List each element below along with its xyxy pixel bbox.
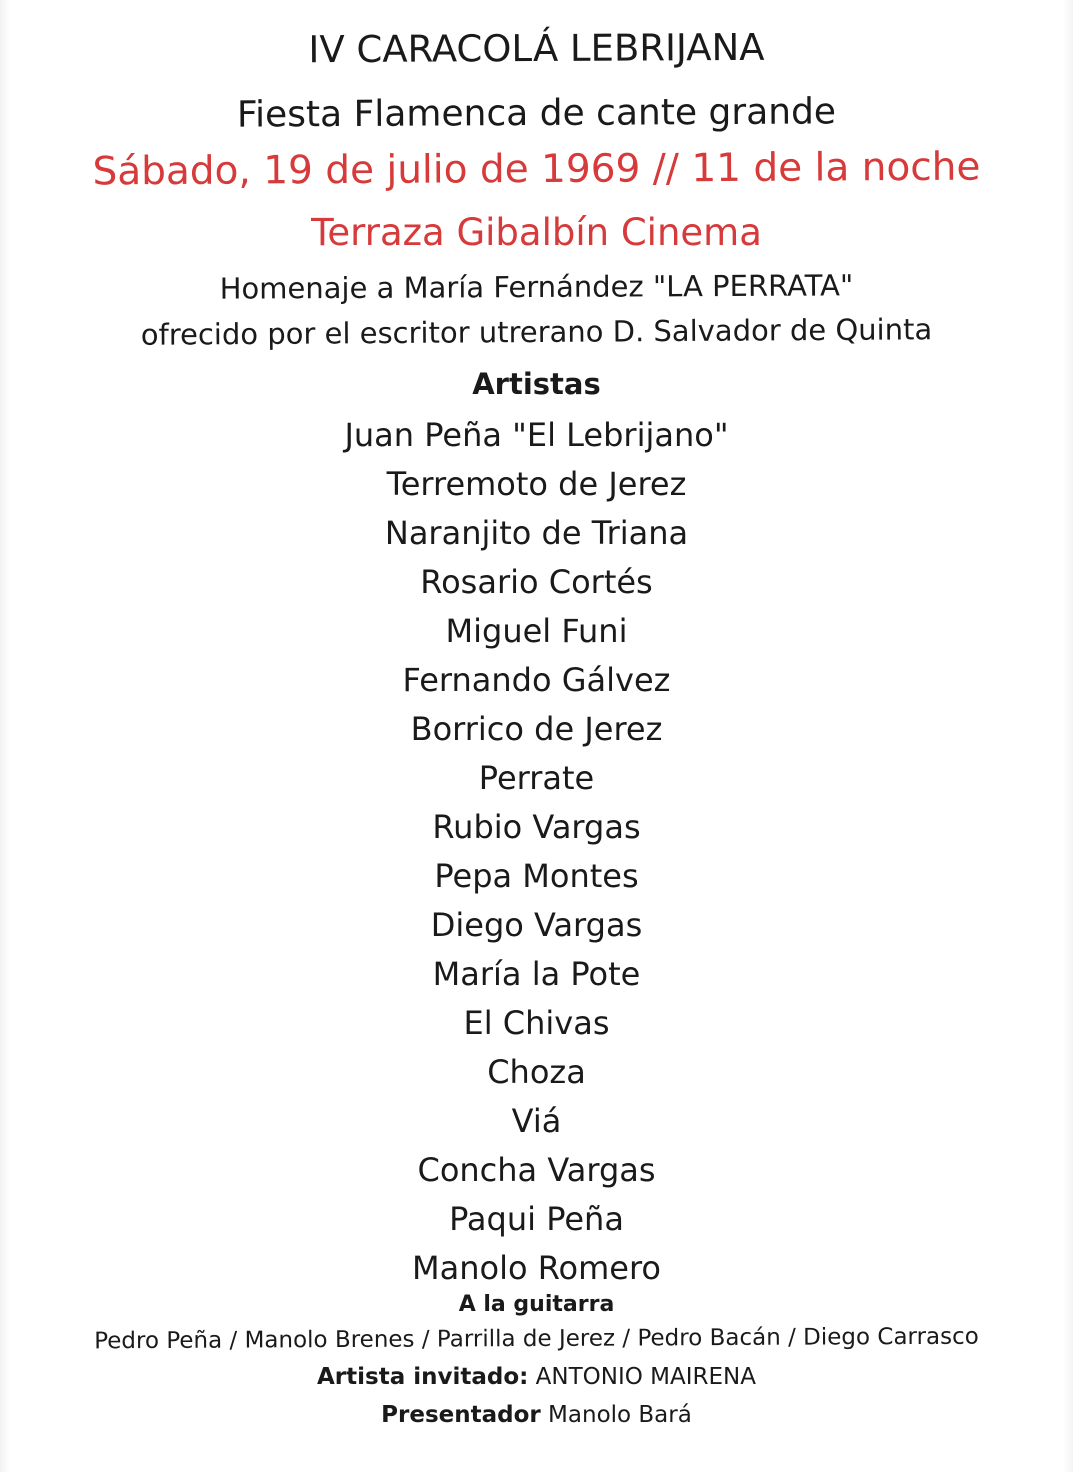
- offered-by-line: ofrecido por el escritor utrerano D. Salvador de Quinta: [140, 312, 933, 352]
- artist-item: Viá: [511, 1102, 562, 1140]
- artist-item: Concha Vargas: [417, 1151, 656, 1189]
- guest-artist-label: Artista invitado:: [317, 1364, 529, 1390]
- artist-item: María la Pote: [432, 955, 641, 993]
- artist-item: Juan Peña "El Lebrijano": [344, 416, 729, 454]
- presenter-name: Manolo Bará: [548, 1402, 692, 1428]
- guest-artist-name: ANTONIO MAIRENA: [535, 1364, 756, 1390]
- artist-item: Manolo Romero: [412, 1249, 661, 1287]
- artist-item: Fernando Gálvez: [402, 661, 671, 699]
- artist-item: Naranjito de Triana: [384, 514, 689, 552]
- artist-item: Rubio Vargas: [432, 808, 641, 846]
- artist-item: Diego Vargas: [430, 906, 643, 944]
- artists-heading: Artistas: [472, 367, 601, 401]
- artist-item: Terremoto de Jerez: [386, 465, 687, 503]
- guest-artist-line: [0, 1366, 1073, 1389]
- artist-item: Rosario Cortés: [420, 563, 653, 601]
- poster-subtitle: Fiesta Flamenca de cante grande: [236, 91, 837, 136]
- artist-item: El Chivas: [463, 1004, 610, 1042]
- artist-item: Pepa Montes: [434, 857, 639, 895]
- artist-item: Perrate: [478, 759, 595, 797]
- guitarists-line: Pedro Peña / Manolo Brenes / Parrilla de Jerez / Pedro Bacán / Diego Carrasco: [94, 1323, 979, 1355]
- homage-line: Homenaje a María Fernández "LA PERRATA": [219, 268, 854, 306]
- poster-title: IV CARACOLÁ LEBRIJANA: [308, 25, 765, 72]
- presenter-line: [0, 1404, 1073, 1427]
- artist-item: Choza: [487, 1053, 586, 1091]
- artist-item: Miguel Funi: [445, 612, 628, 650]
- artists-list: [0, 417, 1073, 1299]
- artist-item: Borrico de Jerez: [410, 710, 663, 748]
- presenter-label: Presentador: [381, 1402, 541, 1428]
- artist-item: Paqui Peña: [449, 1200, 624, 1238]
- event-date-time: Sábado, 19 de julio de 1969 // 11 de la noche: [92, 144, 981, 195]
- event-venue: Terraza Gibalbín Cinema: [311, 211, 762, 254]
- guitar-heading: A la guitarra: [458, 1292, 615, 1317]
